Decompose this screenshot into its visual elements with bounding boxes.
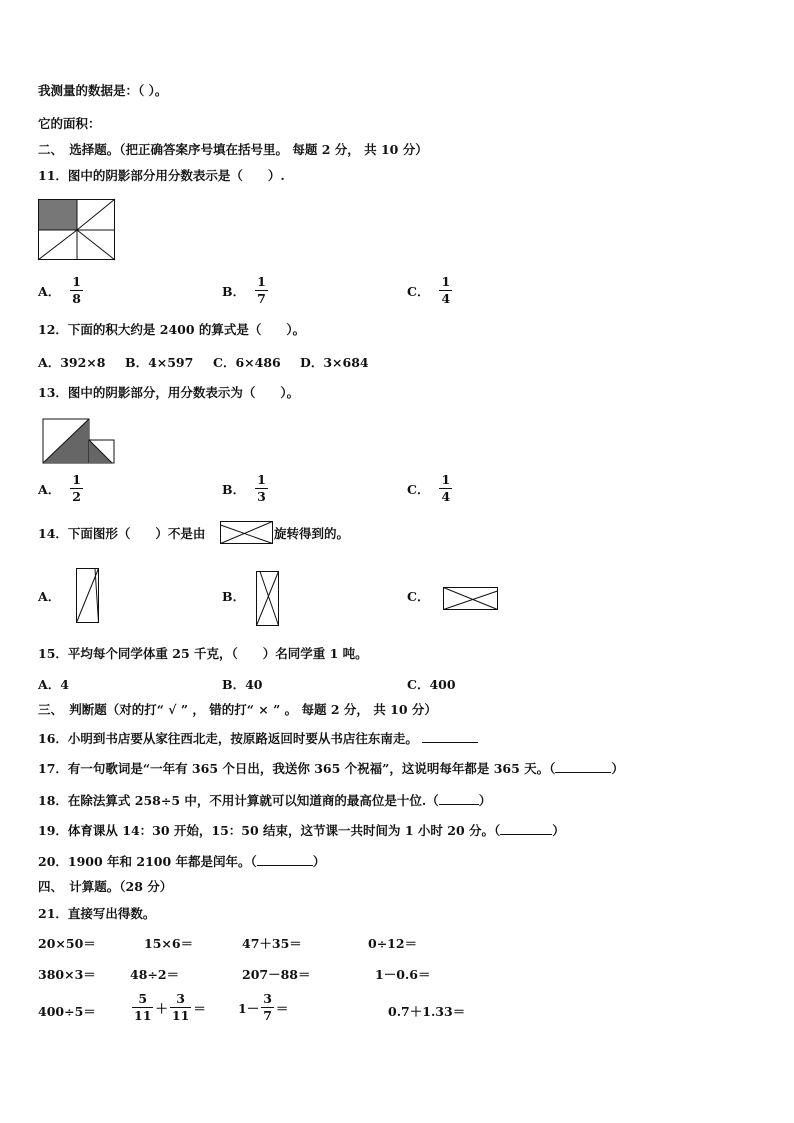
section-2-heading: 二、 选择题。（把正确答案序号填在括号里。 每题 2 分， 共 10 分）	[38, 142, 428, 157]
q21-stem: 21．直接写出得数。	[38, 906, 156, 921]
calc-item: 1－0.6＝	[375, 967, 431, 982]
fraction: $\frac{5}{11}$	[134, 991, 152, 1023]
q11-option-c[interactable]: C． $\frac{1}{4}$	[407, 274, 451, 306]
fraction: $\frac{1}{3}$	[257, 472, 266, 504]
section-4-heading: 四、 计算题。（28 分）	[38, 879, 173, 894]
q18: 18．在除法算式 258÷5 中，不用计算就可以知道商的最高位是十位.（ ）	[38, 793, 492, 808]
q14-option-c-label[interactable]: C．	[407, 589, 430, 604]
q15-option-a[interactable]: A．4	[38, 677, 69, 692]
q16: 16．小明到书店要从家往西北走，按原路返回时要从书店往东南走。	[38, 730, 478, 747]
q14-option-b-label[interactable]: B．	[222, 589, 246, 604]
q15-option-b[interactable]: B．40	[222, 677, 263, 692]
fraction: $\frac{1}{8}$	[72, 274, 81, 306]
q13-option-a[interactable]: A． $\frac{1}{2}$	[38, 472, 81, 504]
q11-stem: 11．图中的阴影部分用分数表示是（ ）.	[38, 168, 285, 183]
q11-figure	[38, 199, 116, 261]
calc-item-fraction-sum: $\frac{5}{11}$ ＋ $\frac{3}{11}$ ＝	[134, 991, 206, 1023]
fraction: $\frac{3}{11}$	[171, 991, 190, 1023]
q14-stem-b: 旋转得到的。	[274, 526, 350, 541]
q12-option-c[interactable]: C．6×486	[213, 355, 281, 370]
calc-item-fraction-diff: 1－ $\frac{3}{7}$ ＝	[238, 991, 289, 1023]
fraction: $\frac{3}{7}$	[263, 991, 272, 1023]
calc-item: 207－88＝	[242, 967, 311, 982]
section-3-heading: 三、 判断题（对的打“ √ ” ， 错的打“ × ” 。 每题 2 分， 共 10 分）	[38, 702, 437, 717]
fraction: $\frac{1}{4}$	[441, 472, 451, 504]
answer-blank[interactable]	[422, 730, 478, 743]
q11-shaded-cell	[38, 199, 77, 230]
fraction: $\frac{1}{4}$	[441, 274, 451, 306]
calc-item: 47＋35＝	[242, 936, 302, 951]
q15-stem: 15．平均每个同学体重 25 千克，（ ）名同学重 1 吨。	[38, 646, 368, 661]
q12-option-b[interactable]: B．4×597	[125, 355, 194, 370]
q12-option-a[interactable]: A．392×8	[38, 355, 106, 370]
calc-item: 0÷12＝	[368, 936, 418, 951]
q14-option-a-figure[interactable]	[76, 568, 100, 624]
q13-option-b[interactable]: B． $\frac{1}{3}$	[222, 472, 266, 504]
q13-stem: 13．图中的阴影部分，用分数表示为（ ）。	[38, 385, 300, 400]
q14-option-c-figure[interactable]	[443, 587, 499, 611]
q11-option-b[interactable]: B． $\frac{1}{7}$	[222, 274, 266, 306]
calc-item: 15×6＝	[144, 936, 194, 951]
q13-option-c[interactable]: C． $\frac{1}{4}$	[407, 472, 451, 504]
answer-blank[interactable]	[257, 853, 313, 866]
calc-item: 380×3＝	[38, 967, 96, 982]
q19: 19．体育课从 14：30 开始，15：50 结束，这节课一共时间为 1 小时 20 分。（ ）	[38, 823, 565, 838]
answer-blank[interactable]	[500, 822, 552, 835]
calc-item: 20×50＝	[38, 936, 96, 951]
q11-option-a[interactable]: A． $\frac{1}{8}$	[38, 274, 81, 306]
q14-option-a-label[interactable]: A．	[38, 589, 61, 604]
q12-stem: 12．下面的积大约是 2400 的算式是（ ）。	[38, 322, 306, 337]
q14-reference-figure	[220, 521, 274, 545]
answer-blank[interactable]	[439, 792, 479, 805]
calc-item: 400÷5＝	[38, 1004, 96, 1019]
q14-option-b-figure[interactable]	[256, 571, 280, 627]
calc-item: 0.7＋1.33＝	[388, 1004, 466, 1019]
q12-option-d[interactable]: D．3×684	[300, 355, 369, 370]
q14-stem-a: 14．下面图形（ ）不是由	[38, 526, 206, 541]
area-line: 它的面积：	[38, 116, 101, 131]
measure-line: 我测量的数据是：（ ）。	[38, 83, 168, 98]
fraction: $\frac{1}{2}$	[72, 472, 81, 504]
q13-figure	[42, 418, 118, 464]
fraction: $\frac{1}{7}$	[257, 274, 266, 306]
answer-blank[interactable]	[555, 760, 611, 773]
q20: 20．1900 年和 2100 年都是闰年。（ ）	[38, 854, 326, 869]
q15-option-c[interactable]: C．400	[407, 677, 456, 692]
calc-item: 48÷2＝	[130, 967, 180, 982]
q17: 17．有一句歌词是“一年有 365 个日出，我送你 365 个祝福”，这说明每年都是 365 天。（ ）	[38, 761, 624, 776]
